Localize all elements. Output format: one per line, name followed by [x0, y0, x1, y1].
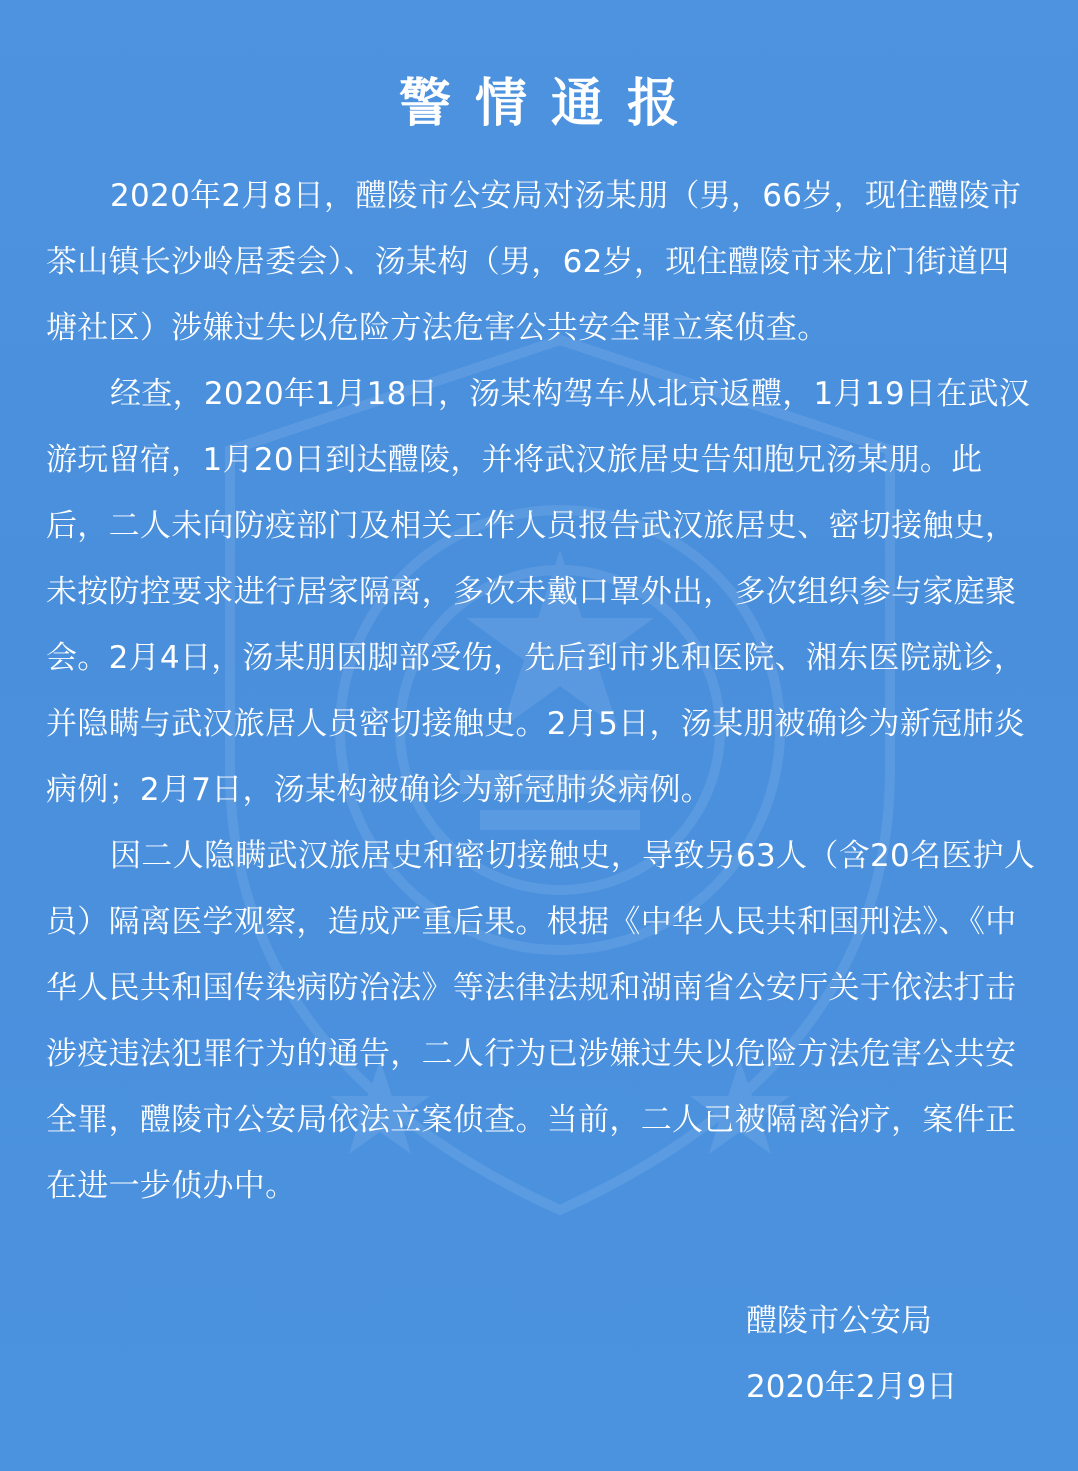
paragraph-investigation: 经查，2020年1月18日，汤某构驾车从北京返醴，1月19日在武汉游玩留宿，1月20日到达醴陵，并将武汉旅居史告知胞兄汤某朋。此后，二人未向防疫部门及相关工作人员报告武汉旅居史、密切接触史，未按防控要求进行居家隔离，多次未戴口罩外出，多次组织参与家庭聚会。2月4日，汤某朋因脚部受伤，先后到市兆和医院、湘东医院就诊，并隐瞒与武汉旅居人员密切接触史。2月5日，汤某朋被确诊为新冠肺炎病例；2月7日，汤某构被确诊为新冠肺炎病例。: [46, 376, 1031, 808]
notice-title: 警情通报: [398, 74, 703, 134]
signature-organization: 醴陵市公安局: [746, 1303, 932, 1339]
paragraph-case-filing: 2020年2月8日，醴陵市公安局对汤某朋（男，66岁，现住醴陵市茶山镇长沙岭居委会）、汤某构（男，62岁，现住醴陵市来龙门街道四塘社区）涉嫌过失以危险方法危害公共安全罪立案侦查。: [46, 178, 1022, 346]
signature-block: [746, 1288, 957, 1420]
notice-body: [46, 163, 1036, 1219]
paragraph-consequences: 因二人隐瞒武汉旅居史和密切接触史，导致另63人（含20名医护人员）隔离医学观察，造成严重后果。根据《中华人民共和国刑法》、《中华人民共和国传染病防治法》等法律法规和湖南省公安厅关于依法打击涉疫违法犯罪行为的通告，二人行为已涉嫌过失以危险方法危害公共安全罪，醴陵市公安局依法立案侦查。当前，二人已被隔离治疗，案件正在进一步侦办中。: [46, 838, 1036, 1204]
signature-date: 2020年2月9日: [746, 1369, 958, 1405]
